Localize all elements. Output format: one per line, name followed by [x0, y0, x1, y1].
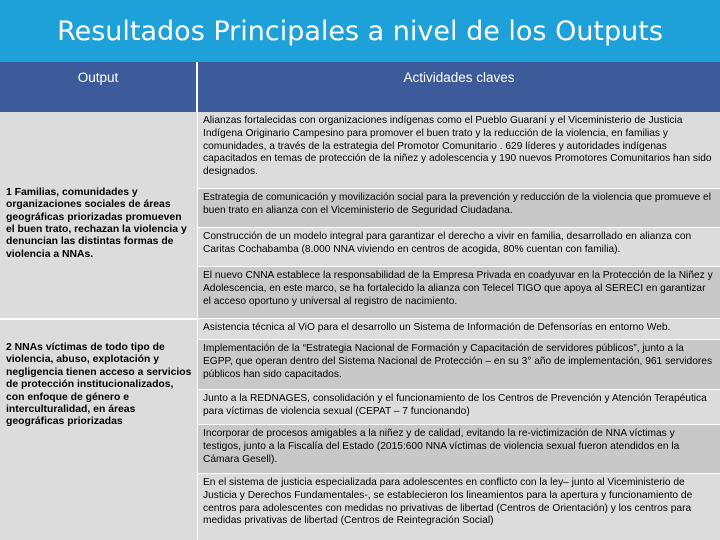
output-2-cell: [0, 320, 198, 540]
output-1-cell: [0, 112, 198, 318]
activity-2-2: Implementación de la “Estrategia Nacional de Formación y Capacitación de servidores públicos”, junto a la EGPP, que operan dentro del Sistema Nacional de Protección – en su 3° año de implementación, 961 servidores públicos han sido capacitados.: [198, 340, 720, 390]
header-output: Output: [0, 62, 198, 112]
activity-2-5: En el sistema de justicia especializada para adolescentes en conflicto con la ley– junto al Viceministerio de Justicia y Derechos Fundamentales-, se establecieron los lineamientos para la apertura y funcionamiento de centros para adolescentes con medidas no privativas de libertad (Centros de Orientación) y los centros para medidas privativas de libertad (Centros de Reintegración Social): [198, 474, 720, 540]
activity-1-4: El nuevo CNNA establece la responsabilidad de la Empresa Privada en coadyuvar en la Protección de la Niñez y Adolescencia, en este marco, se ha fortalecido la alianza con Telecel TIGO que apoya al SERECI en garantizar el acceso oportuno y universal al registro de nacimiento.: [198, 267, 720, 319]
output-2-label: 2 NNAs víctimas de todo tipo de violencia, abuso, explotación y negligencia tienen acceso a servicios de protección institucionalizados, con enfoque de género e interculturalidad, en áreas geográficas priorizadas: [6, 342, 192, 428]
activity-2-3: Junto a la REDNAGES, consolidación y el funcionamiento de los Centros de Prevención y Atención Terapéutica para víctimas de violencia sexual (CEPAT – 7 funcionando): [198, 390, 720, 425]
activity-2-1: Asistencia técnica al ViO para el desarrollo un Sistema de Información de Defensorías en entorno Web.: [198, 319, 720, 340]
activity-1-3: Construcción de un modelo integral para garantizar el derecho a vivir en familia, desarrollado en alianza con Caritas Cochabamba (8.000 NNA viviendo en centros de acogida, 80% cuentan con familia).: [198, 228, 720, 267]
header-activities: Actividades claves: [198, 62, 720, 112]
slide-title: Resultados Principales a nivel de los Outputs: [0, 0, 720, 62]
activity-1-1: Alianzas fortalecidas con organizaciones indígenas como el Pueblo Guaraní y el Viceministerio de Justicia Indígena Originario Campesino para promover el buen trato y la reducción de la violencia, en familias y comunidades, a través de la estrategia del Promotor Comunitario . 629 líderes y autoridades indígenas capacitados en temas de protección de la niñez y adolescencia y 190 nuevos Promotores Comunitarios han sido designados.: [198, 112, 720, 189]
activity-1-2: Estrategia de comunicación y movilización social para la prevención y reducción de la violencia que promueve el buen trato en alianza con el Viceministerio de Seguridad Ciudadana.: [198, 189, 720, 228]
activity-2-4: Incorporar de procesos amigables a la niñez y de calidad, evitando la re-victimización de NNA víctimas y testigos, junto a la Fiscalía del Estado (2015:600 NNA víctimas de violencia sexual fueron atendidos en la Cámara Gesell).: [198, 425, 720, 474]
output-1-label: 1 Familias, comunidades y organizaciones sociales de áreas geográficas priorizadas promueven el buen trato, rechazan la violencia y denuncian las distintas formas de violencia a NNAs.: [6, 186, 187, 260]
